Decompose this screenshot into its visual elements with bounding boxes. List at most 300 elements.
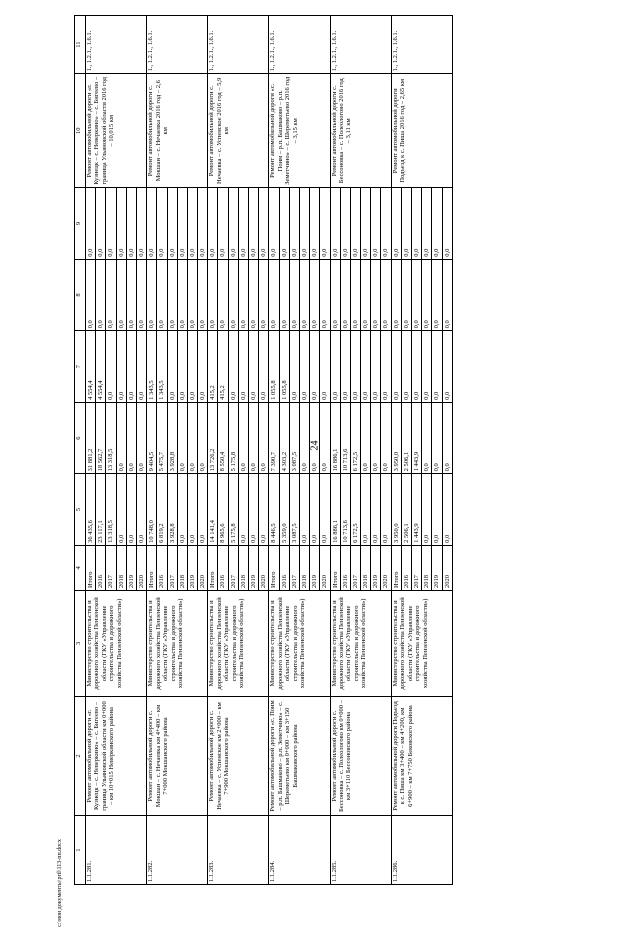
table-row bbox=[391, 16, 452, 885]
table-row bbox=[208, 16, 269, 885]
col-header-5: 5 bbox=[75, 474, 86, 546]
amount-cell: 0,0 bbox=[168, 331, 178, 402]
amount-cell: 0,0 bbox=[280, 188, 290, 259]
amount-cell: 0,0 bbox=[371, 474, 381, 545]
amount-list-c9 bbox=[147, 188, 208, 260]
year-cell: 2016 bbox=[280, 546, 290, 590]
amount-cell: 0,0 bbox=[432, 260, 442, 331]
year-list bbox=[86, 545, 147, 590]
amount-cell: 3 928,8 bbox=[168, 403, 178, 474]
amount-cell: 0,0 bbox=[229, 331, 239, 402]
amount-cell: 0,0 bbox=[199, 320, 207, 329]
amount-cell: 0,0 bbox=[117, 188, 127, 259]
table-row bbox=[330, 16, 391, 885]
year-cell: 2020 bbox=[199, 574, 207, 588]
amount-list-c7 bbox=[86, 331, 147, 403]
amount-cell: 0,0 bbox=[117, 331, 127, 402]
executor: Министерство строительства и дорожного хозяйства Пензенской области (ГКУ «Управление строительства и дорожного хозяйства Пензенской области») bbox=[86, 590, 147, 696]
amount-list-c9 bbox=[269, 188, 330, 260]
amount-cell: 1 343,5 bbox=[147, 331, 157, 402]
amount-cell: 23 117,1 bbox=[96, 474, 106, 545]
year-cell: 2017 bbox=[412, 546, 422, 590]
indicator-ref: 1., 1.2.1., 1.6.1. bbox=[208, 16, 269, 74]
col-header-4: 4 bbox=[75, 545, 86, 590]
year-cell: 2019 bbox=[310, 546, 320, 590]
amount-cell: 0,0 bbox=[178, 474, 188, 545]
amount-list-c6 bbox=[208, 402, 269, 474]
amount-cell: 0,0 bbox=[371, 403, 381, 474]
indicator-ref: 1., 1.2.1., 1.6.1. bbox=[391, 16, 452, 74]
amount-cell: 0,0 bbox=[137, 320, 145, 329]
amount-cell: 0,0 bbox=[157, 188, 167, 259]
amount-cell: 0,0 bbox=[321, 391, 329, 400]
amount-cell: 3 950,0 bbox=[392, 474, 402, 545]
amount-cell: 0,0 bbox=[371, 331, 381, 402]
year-cell: 2016 bbox=[218, 546, 228, 590]
amount-cell: 0,0 bbox=[137, 463, 145, 472]
amount-cell: 0,0 bbox=[117, 403, 127, 474]
amount-cell: 0,0 bbox=[127, 188, 137, 259]
year-cell: Итого bbox=[208, 546, 218, 590]
executor: Министерство строительства и дорожного хозяйства Пензенской области (ГКУ «Управление строительства и дорожного хозяйства Пензенской области») bbox=[208, 590, 269, 696]
amount-cell: 0,0 bbox=[147, 260, 157, 331]
amount-cell: 0,0 bbox=[199, 248, 207, 257]
indicator-ref: 1., 1.2.1., 1.6.1. bbox=[86, 16, 147, 74]
amount-cell: 0,0 bbox=[290, 331, 300, 402]
expected-result: Ремонт автомобильной дороги Подъезд к с. Пиша 2016 год – 2,65 км bbox=[391, 74, 452, 188]
amount-cell: 0,0 bbox=[208, 260, 218, 331]
amount-cell: 0,0 bbox=[168, 260, 178, 331]
page-number: 24 bbox=[309, 440, 321, 451]
amount-cell: 0,0 bbox=[443, 534, 451, 543]
year-cell: 2017 bbox=[290, 546, 300, 590]
amount-cell: 0,0 bbox=[382, 391, 390, 400]
col-header-2: 2 bbox=[75, 696, 86, 815]
amount-cell: 10 713,6 bbox=[341, 403, 351, 474]
measure-name: Ремонт автомобильной дороги с. Нечаевка – с. Успенское км 2+000 – км 7+900 Мокшанского района bbox=[208, 696, 269, 815]
amount-cell: 0,0 bbox=[239, 331, 249, 402]
col-header-3: 3 bbox=[75, 590, 86, 696]
amount-list-c8 bbox=[269, 259, 330, 331]
year-cell: 2017 bbox=[351, 546, 361, 590]
amount-cell: 0,0 bbox=[188, 188, 198, 259]
amount-cell: 0,0 bbox=[402, 260, 412, 331]
program-code: 1.1.284. bbox=[269, 816, 330, 885]
col-header-6: 6 bbox=[75, 402, 86, 474]
amount-cell: 0,0 bbox=[392, 188, 402, 259]
program-code: 1.1.281. bbox=[86, 816, 147, 885]
amount-list-c7 bbox=[147, 331, 208, 403]
amount-cell: 0,0 bbox=[96, 260, 106, 331]
amount-list-c5 bbox=[208, 474, 269, 546]
amount-cell: 0,0 bbox=[178, 188, 188, 259]
amount-cell: 0,0 bbox=[260, 391, 268, 400]
col-header-10: 10 bbox=[75, 74, 86, 188]
amount-cell: 3 928,8 bbox=[168, 474, 178, 545]
amount-cell: 0,0 bbox=[106, 260, 116, 331]
amount-cell: 0,0 bbox=[432, 474, 442, 545]
amount-cell: 3 087,5 bbox=[290, 403, 300, 474]
amount-cell: 0,0 bbox=[188, 474, 198, 545]
expected-result: Ремонт автомобильной дороги «г. Кузнецк – с. Неверкино» – с. Бигеево – граница Ульяновской области 2016 год – 10,015 км bbox=[86, 74, 147, 188]
rotated-table-container bbox=[74, 15, 539, 885]
amount-cell: 6 172,5 bbox=[351, 474, 361, 545]
amount-cell: 2 506,1 bbox=[402, 403, 412, 474]
year-cell: 2019 bbox=[188, 546, 198, 590]
amount-cell: 0,0 bbox=[137, 534, 145, 543]
year-cell: 2018 bbox=[178, 546, 188, 590]
amount-cell: 0,0 bbox=[106, 188, 116, 259]
year-cell: 2016 bbox=[341, 546, 351, 590]
amount-cell: 0,0 bbox=[422, 331, 432, 402]
amount-cell: 0,0 bbox=[127, 403, 137, 474]
measure-name: Ремонт автомобильной дороги с. Мокшан – с. Нечаевка км 4+400 – км 7+000 Мокшанского района bbox=[147, 696, 208, 815]
expected-result: Ремонт автомобильной дороги с. Нечаевка – с. Успенское 2016 год – 5,9 км bbox=[208, 74, 269, 188]
amount-cell: 0,0 bbox=[127, 474, 137, 545]
amount-cell: 6 819,2 bbox=[157, 474, 167, 545]
amount-cell: 8 550,4 bbox=[218, 403, 228, 474]
amount-cell: 0,0 bbox=[422, 403, 432, 474]
amount-cell: 0,0 bbox=[260, 463, 268, 472]
indicator-ref: 1., 1.2.1., 1.6.1. bbox=[147, 16, 208, 74]
amount-cell: 0,0 bbox=[86, 260, 96, 331]
amount-cell: 0,0 bbox=[361, 260, 371, 331]
program-code: 1.1.282. bbox=[147, 816, 208, 885]
year-list bbox=[208, 545, 269, 590]
amount-cell: 0,0 bbox=[178, 260, 188, 331]
year-cell: 2019 bbox=[432, 546, 442, 590]
amount-cell: 0,0 bbox=[412, 260, 422, 331]
amount-cell: 8 446,5 bbox=[269, 474, 279, 545]
amount-cell: 0,0 bbox=[117, 474, 127, 545]
amount-cell: 0,0 bbox=[371, 260, 381, 331]
amount-cell: 0,0 bbox=[239, 260, 249, 331]
amount-cell: 0,0 bbox=[331, 260, 341, 331]
amount-cell: 0,0 bbox=[300, 260, 310, 331]
amount-cell: 0,0 bbox=[300, 331, 310, 402]
year-cell: Итого bbox=[86, 546, 96, 590]
executor: Министерство строительства и дорожного хозяйства Пензенской области (ГКУ «Управление строительства и дорожного хозяйства Пензенской области») bbox=[330, 590, 391, 696]
amount-cell: 14 141,4 bbox=[208, 474, 218, 545]
amount-cell: 9 404,5 bbox=[147, 403, 157, 474]
amount-list-c8 bbox=[391, 259, 452, 331]
year-cell: 2018 bbox=[422, 546, 432, 590]
year-cell: 2017 bbox=[229, 546, 239, 590]
year-cell: 2020 bbox=[260, 574, 268, 588]
amount-cell: 0,0 bbox=[300, 188, 310, 259]
amount-cell: 0,0 bbox=[86, 188, 96, 259]
amount-list-c7 bbox=[330, 331, 391, 403]
amount-list-c6 bbox=[391, 402, 452, 474]
amount-cell: 0,0 bbox=[188, 331, 198, 402]
amount-cell: 0,0 bbox=[432, 331, 442, 402]
amount-cell: 0,0 bbox=[331, 331, 341, 402]
amount-list-c9 bbox=[86, 188, 147, 260]
amount-cell: 1 443,9 bbox=[412, 403, 422, 474]
program-code: 1.1.286. bbox=[391, 816, 452, 885]
amount-cell: 0,0 bbox=[422, 474, 432, 545]
amount-cell: 8 965,6 bbox=[218, 474, 228, 545]
amount-list-c5 bbox=[86, 474, 147, 546]
amount-cell: 0,0 bbox=[432, 188, 442, 259]
year-cell: Итого bbox=[392, 546, 402, 590]
year-list bbox=[330, 545, 391, 590]
amount-list-c8 bbox=[86, 259, 147, 331]
amount-cell: 0,0 bbox=[188, 260, 198, 331]
amount-cell: 0,0 bbox=[218, 260, 228, 331]
amount-cell: 0,0 bbox=[310, 188, 320, 259]
amount-list-c9 bbox=[391, 188, 452, 260]
amount-cell: 0,0 bbox=[300, 403, 310, 474]
amount-cell: 0,0 bbox=[188, 403, 198, 474]
amount-cell: 0,0 bbox=[269, 188, 279, 259]
amount-list-c7 bbox=[269, 331, 330, 403]
amount-cell: 10 748,0 bbox=[147, 474, 157, 545]
amount-cell: 0,0 bbox=[351, 188, 361, 259]
year-cell: 2020 bbox=[443, 574, 451, 588]
amount-cell: 16 886,1 bbox=[331, 403, 341, 474]
year-cell: 2019 bbox=[127, 546, 137, 590]
amount-cell: 31 881,2 bbox=[86, 403, 96, 474]
amount-cell: 6 172,5 bbox=[351, 403, 361, 474]
amount-cell: 0,0 bbox=[199, 463, 207, 472]
amount-cell: 0,0 bbox=[249, 331, 259, 402]
amount-cell: 5 475,7 bbox=[157, 403, 167, 474]
amount-cell: 0,0 bbox=[321, 463, 329, 472]
executor: Министерство строительства и дорожного хозяйства Пензенской области (ГКУ «Управление строительства и дорожного хозяйства Пензенской области») bbox=[147, 590, 208, 696]
amount-list-c5 bbox=[147, 474, 208, 546]
measure-name: Ремонт автомобильной дороги Подъезд к с. Пиша км 3+400 – км 4+200, км 6+900 – км 7+750 Бековского района bbox=[391, 696, 452, 815]
year-cell: 2020 bbox=[321, 574, 329, 588]
amount-cell: 0,0 bbox=[361, 188, 371, 259]
amount-cell: 0,0 bbox=[361, 474, 371, 545]
measure-name: Ремонт автомобильной дороги «г. Кузнецк – с. Неверкино» – с. Бигеево – граница Ульяновской области км 0+000 – км 10+015 Неверкинского района bbox=[86, 696, 147, 815]
amount-cell: 0,0 bbox=[280, 260, 290, 331]
table-row bbox=[269, 16, 330, 885]
executor: Министерство строительства и дорожного хозяйства Пензенской области (ГКУ «Управление строительства и дорожного хозяйства Пензенской области») bbox=[269, 590, 330, 696]
amount-cell: 0,0 bbox=[341, 188, 351, 259]
year-cell: 2017 bbox=[168, 546, 178, 590]
amount-cell: 1 055,8 bbox=[269, 331, 279, 402]
year-cell: 2018 bbox=[239, 546, 249, 590]
col-header-1: 1 bbox=[75, 816, 86, 885]
amount-cell: 0,0 bbox=[260, 320, 268, 329]
amount-cell: 0,0 bbox=[321, 534, 329, 543]
amount-cell: 0,0 bbox=[443, 463, 451, 472]
amount-cell: 0,0 bbox=[382, 463, 390, 472]
year-cell: 2020 bbox=[382, 574, 390, 588]
executor: Министерство строительства и дорожного хозяйства Пензенской области (ГКУ «Управление строительства и дорожного хозяйства Пензенской области») bbox=[391, 590, 452, 696]
table-row bbox=[147, 16, 208, 885]
amount-cell: 0,0 bbox=[229, 260, 239, 331]
amount-cell: 0,0 bbox=[229, 188, 239, 259]
amount-cell: 4 303,2 bbox=[280, 403, 290, 474]
amount-cell: 0,0 bbox=[310, 474, 320, 545]
year-cell: 2016 bbox=[402, 546, 412, 590]
amount-cell: 5 359,0 bbox=[280, 474, 290, 545]
amount-cell: 5 175,8 bbox=[229, 474, 239, 545]
amount-cell: 0,0 bbox=[371, 188, 381, 259]
table-body bbox=[86, 16, 453, 885]
table-row bbox=[86, 16, 147, 885]
amount-cell: 0,0 bbox=[392, 260, 402, 331]
amount-cell: 0,0 bbox=[117, 260, 127, 331]
amount-cell: 0,0 bbox=[157, 260, 167, 331]
amount-cell: 5 175,8 bbox=[229, 403, 239, 474]
expected-result: Ремонт автомобильной дороги с. Мокшан – с. Нечаевка 2016 год – 2,6 км bbox=[147, 74, 208, 188]
amount-cell: 0,0 bbox=[331, 188, 341, 259]
amount-cell: 7 390,7 bbox=[269, 403, 279, 474]
amount-cell: 0,0 bbox=[137, 248, 145, 257]
amount-cell: 0,0 bbox=[422, 188, 432, 259]
amount-cell: 0,0 bbox=[351, 260, 361, 331]
amount-cell: 0,0 bbox=[239, 474, 249, 545]
amount-cell: 0,0 bbox=[443, 320, 451, 329]
amount-cell: 0,0 bbox=[96, 188, 106, 259]
year-cell: 2019 bbox=[249, 546, 259, 590]
amount-list-c7 bbox=[391, 331, 452, 403]
amount-cell: 0,0 bbox=[249, 260, 259, 331]
amount-cell: 0,0 bbox=[269, 260, 279, 331]
amount-cell: 0,0 bbox=[178, 403, 188, 474]
amount-cell: 0,0 bbox=[341, 260, 351, 331]
year-list bbox=[269, 545, 330, 590]
amount-cell: 0,0 bbox=[249, 474, 259, 545]
amount-list-c6 bbox=[86, 402, 147, 474]
indicator-ref: 1., 1.2.1., 1.6.1. bbox=[330, 16, 391, 74]
amount-cell: 0,0 bbox=[208, 188, 218, 259]
amount-cell: 0,0 bbox=[168, 188, 178, 259]
amount-cell: 1 443,9 bbox=[412, 474, 422, 545]
amount-list-c8 bbox=[147, 259, 208, 331]
amount-cell: 0,0 bbox=[178, 331, 188, 402]
year-cell: 2016 bbox=[96, 546, 106, 590]
amount-cell: 0,0 bbox=[443, 248, 451, 257]
amount-cell: 3 087,5 bbox=[290, 474, 300, 545]
amount-cell: 0,0 bbox=[137, 391, 145, 400]
amount-cell: 0,0 bbox=[361, 331, 371, 402]
measure-name: Ремонт автомобильной дороги «с. Поим – р.п. Башмаково – р.п. Земетчино» – с. Шереметьево км 0+000 – км 3+150 Башмаковского района bbox=[269, 696, 330, 815]
year-list bbox=[147, 545, 208, 590]
amount-list-c5 bbox=[330, 474, 391, 546]
amount-cell: 0,0 bbox=[249, 403, 259, 474]
amount-cell: 0,0 bbox=[239, 403, 249, 474]
header-row bbox=[75, 16, 86, 885]
amount-cell: 0,0 bbox=[199, 534, 207, 543]
amount-cell: 0,0 bbox=[412, 188, 422, 259]
amount-cell: 13 318,5 bbox=[106, 474, 116, 545]
col-header-8: 8 bbox=[75, 259, 86, 331]
amount-cell: 0,0 bbox=[412, 331, 422, 402]
amount-cell: 0,0 bbox=[239, 188, 249, 259]
amount-cell: 0,0 bbox=[310, 260, 320, 331]
amount-cell: 0,0 bbox=[199, 391, 207, 400]
amount-cell: 0,0 bbox=[290, 188, 300, 259]
amount-cell: 0,0 bbox=[106, 331, 116, 402]
amount-cell: 0,0 bbox=[290, 260, 300, 331]
amount-cell: 0,0 bbox=[321, 248, 329, 257]
amount-cell: 0,0 bbox=[341, 331, 351, 402]
amount-cell: 0,0 bbox=[127, 260, 137, 331]
col-header-11: 11 bbox=[75, 16, 86, 74]
amount-cell: 2 506,1 bbox=[402, 474, 412, 545]
amount-cell: 0,0 bbox=[351, 331, 361, 402]
amount-list-c6 bbox=[147, 402, 208, 474]
amount-cell: 36 435,6 bbox=[86, 474, 96, 545]
amount-cell: 0,0 bbox=[147, 188, 157, 259]
year-cell: 2019 bbox=[371, 546, 381, 590]
amount-cell: 13 318,5 bbox=[106, 403, 116, 474]
amount-cell: 0,0 bbox=[382, 320, 390, 329]
file-path-footer: c:\мои документы\pril\113-пп.docx bbox=[57, 839, 63, 927]
amount-list-c5 bbox=[391, 474, 452, 546]
amount-cell: 0,0 bbox=[361, 403, 371, 474]
amount-list-c7 bbox=[208, 331, 269, 403]
program-code: 1.1.285. bbox=[330, 816, 391, 885]
year-cell: 2020 bbox=[137, 574, 145, 588]
amount-cell: 0,0 bbox=[382, 534, 390, 543]
program-code: 1.1.283. bbox=[208, 816, 269, 885]
amount-cell: 0,0 bbox=[422, 260, 432, 331]
amount-list-c6 bbox=[269, 402, 330, 474]
year-cell: 2017 bbox=[106, 546, 116, 590]
amount-cell: 0,0 bbox=[260, 248, 268, 257]
amount-cell: 0,0 bbox=[402, 331, 412, 402]
amount-list-c8 bbox=[330, 259, 391, 331]
amount-cell: 16 886,1 bbox=[331, 474, 341, 545]
col-header-9: 9 bbox=[75, 188, 86, 260]
amount-cell: 10 713,6 bbox=[341, 474, 351, 545]
amount-list-c9 bbox=[208, 188, 269, 260]
amount-cell: 0,0 bbox=[127, 331, 137, 402]
measure-name: Ремонт автомобильной дороги с. Бессоновка – с. Полеологово км 0+000 – км 3+110 Бессоновского района bbox=[330, 696, 391, 815]
amount-cell: 0,0 bbox=[392, 331, 402, 402]
amount-list-c5 bbox=[269, 474, 330, 546]
program-table bbox=[74, 15, 453, 885]
amount-cell: 0,0 bbox=[310, 331, 320, 402]
amount-cell: 0,0 bbox=[260, 534, 268, 543]
amount-cell: 4 554,4 bbox=[86, 331, 96, 402]
amount-cell: 0,0 bbox=[402, 188, 412, 259]
year-cell: 2018 bbox=[361, 546, 371, 590]
expected-result: Ремонт автомобильной дороги «с. Поим – р.п. Башмаково – р.п. Земетчино» – с. Шереметьево 2016 год – 3,15 км bbox=[269, 74, 330, 188]
amount-cell: 0,0 bbox=[382, 248, 390, 257]
year-cell: Итого bbox=[147, 546, 157, 590]
amount-cell: 3 950,0 bbox=[392, 403, 402, 474]
year-list bbox=[391, 545, 452, 590]
amount-cell: 1 055,8 bbox=[280, 331, 290, 402]
year-cell: Итого bbox=[269, 546, 279, 590]
amount-cell: 0,0 bbox=[432, 403, 442, 474]
amount-cell: 415,2 bbox=[218, 331, 228, 402]
amount-list-c9 bbox=[330, 188, 391, 260]
amount-cell: 13 726,2 bbox=[208, 403, 218, 474]
year-cell: 2018 bbox=[300, 546, 310, 590]
amount-cell: 0,0 bbox=[218, 188, 228, 259]
amount-list-c6 bbox=[330, 402, 391, 474]
indicator-ref: 1., 1.2.1., 1.6.1. bbox=[269, 16, 330, 74]
amount-cell: 415,2 bbox=[208, 331, 218, 402]
amount-list-c8 bbox=[208, 259, 269, 331]
amount-cell: 0,0 bbox=[310, 403, 320, 474]
amount-cell: 0,0 bbox=[443, 391, 451, 400]
col-header-7: 7 bbox=[75, 331, 86, 403]
year-cell: 2016 bbox=[157, 546, 167, 590]
year-cell: 2018 bbox=[117, 546, 127, 590]
amount-cell: 4 554,4 bbox=[96, 331, 106, 402]
amount-cell: 0,0 bbox=[300, 474, 310, 545]
expected-result: Ремонт автомобильной дороги с. Бессоновка – с. Полеологово 2016 год – 3,11 км bbox=[330, 74, 391, 188]
